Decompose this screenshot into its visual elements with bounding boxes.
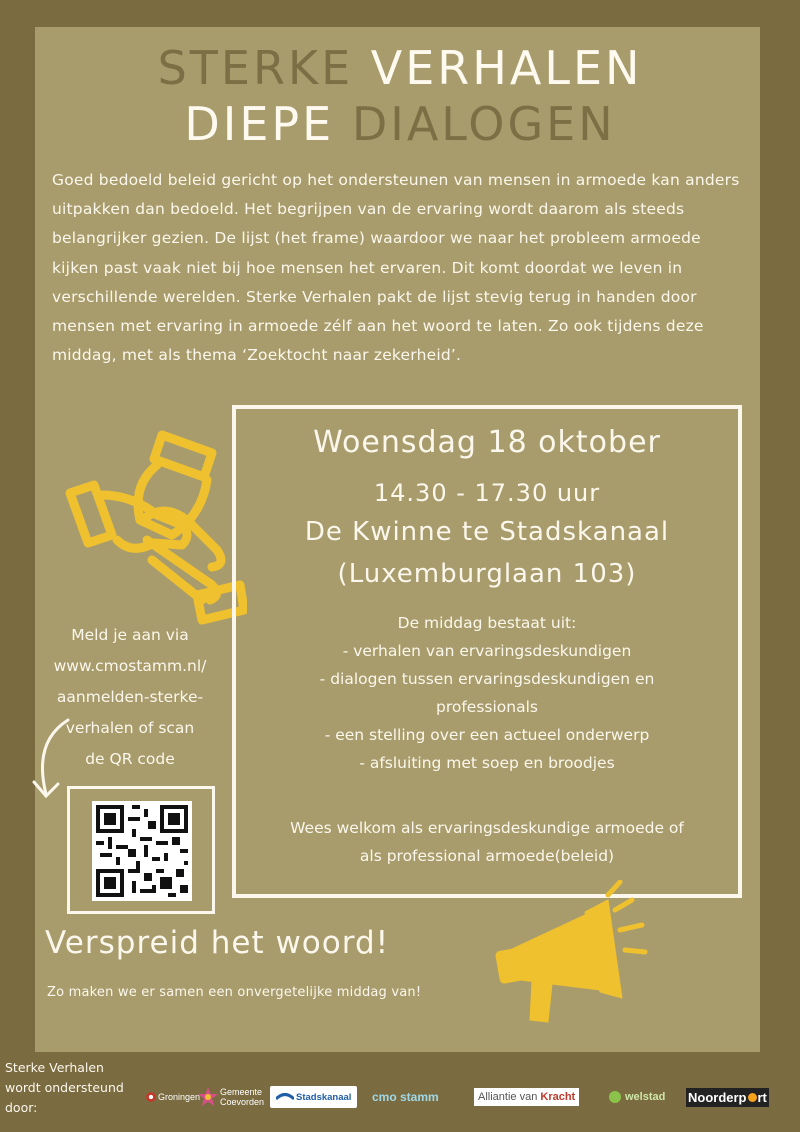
supported-by-text [5,1058,150,1118]
title-word-verhalen: VERHALEN [370,41,643,95]
program-title: De middag bestaat uit: [397,614,577,632]
signup-line: de QR code [85,750,175,768]
qr-code[interactable] [92,801,192,901]
logo-welstad[interactable]: welstad [608,1078,683,1116]
event-info-box [232,405,742,898]
noorderpoort-o-icon [748,1093,757,1102]
supported-line: door: [5,1100,38,1115]
qr-code-frame [67,786,215,914]
event-time: 14.30 - 17.30 uur [373,479,601,507]
logo-alliantie-van-kracht[interactable]: Alliantie van Kracht [474,1078,602,1116]
program-item: - een stelling over een actueel onderwerp [324,726,650,744]
title-word-diepe: DIEPE [184,97,335,151]
logo-coevorden[interactable]: Gemeente Coevorden [198,1078,268,1116]
signup-url-line[interactable]: www.cmostamm.nl/ [53,657,207,675]
welcome-text [236,814,738,870]
title-word-dialogen: DIALOGEN [351,97,616,151]
sponsor-logos [140,1078,800,1118]
welstad-leaf-icon [608,1090,622,1104]
title-word-sterke: STERKE [157,41,354,95]
event-venue: De Kwinne te Stadskanaal [304,517,670,547]
joined-hands-icon [62,425,247,630]
program-item: - afsluiting met soep en broodjes [359,754,615,772]
signup-line: verhalen of scan [65,719,195,737]
coevorden-star-icon [198,1086,218,1108]
event-date: Woensdag 18 oktober [313,425,661,460]
program-item: - dialogen tussen ervaringsdeskundigen en [319,670,655,688]
title-line-2 [0,98,800,150]
spread-subtext: Zo maken we er samen een onvergetelijke middag van! [47,985,422,1000]
spread-heading: Verspreid het woord! [45,925,390,961]
signup-url-line[interactable]: aanmelden-sterke- [56,688,204,706]
program-item: - verhalen van ervaringsdeskundigen [342,642,632,660]
supported-line: wordt ondersteund [5,1080,124,1095]
logo-stadskanaal[interactable]: Stadskanaal [270,1078,362,1116]
event-address: (Luxemburglaan 103) [337,559,637,589]
supported-line: Sterke Verhalen [5,1060,104,1075]
welcome-line: als professional armoede(beleid) [359,847,615,865]
logo-groningen[interactable]: Groningen [145,1078,200,1116]
program-list [236,609,738,777]
stadskanaal-wave-icon [276,1090,294,1104]
intro-paragraph: Goed bedoeld beleid gericht op het ondersteunen van mensen in armoede kan anders uitpakken dan bedoeld. Het begrijpen van de ervaring wordt daarom als steeds belangrijker gezien. De lijst (het frame) waardoor we naar het probleem armoede kijken past vaak niet bij hoe mensen het ervaren. Dit komt doordat we leven in verschillende werelden. Sterke Verhalen pakt de lijst stevig terug in handen door mensen met ervaring in armoede zélf aan het woord te laten. Zo ook tijdens deze middag, met als thema ‘Zoektocht naar zekerheid’. [52,171,740,365]
groningen-emblem-icon [145,1086,157,1108]
program-item: professionals [436,698,538,716]
logo-noorderpoort[interactable]: Noorderp rt [688,1089,767,1105]
signup-line: Meld je aan via [71,626,189,644]
title-line-1 [0,42,800,94]
megaphone-icon [490,880,650,1030]
logo-cmo-stamm[interactable]: cmo stamm [372,1090,439,1104]
welcome-line: Wees welkom als ervaringsdeskundige armoede of [290,819,684,837]
